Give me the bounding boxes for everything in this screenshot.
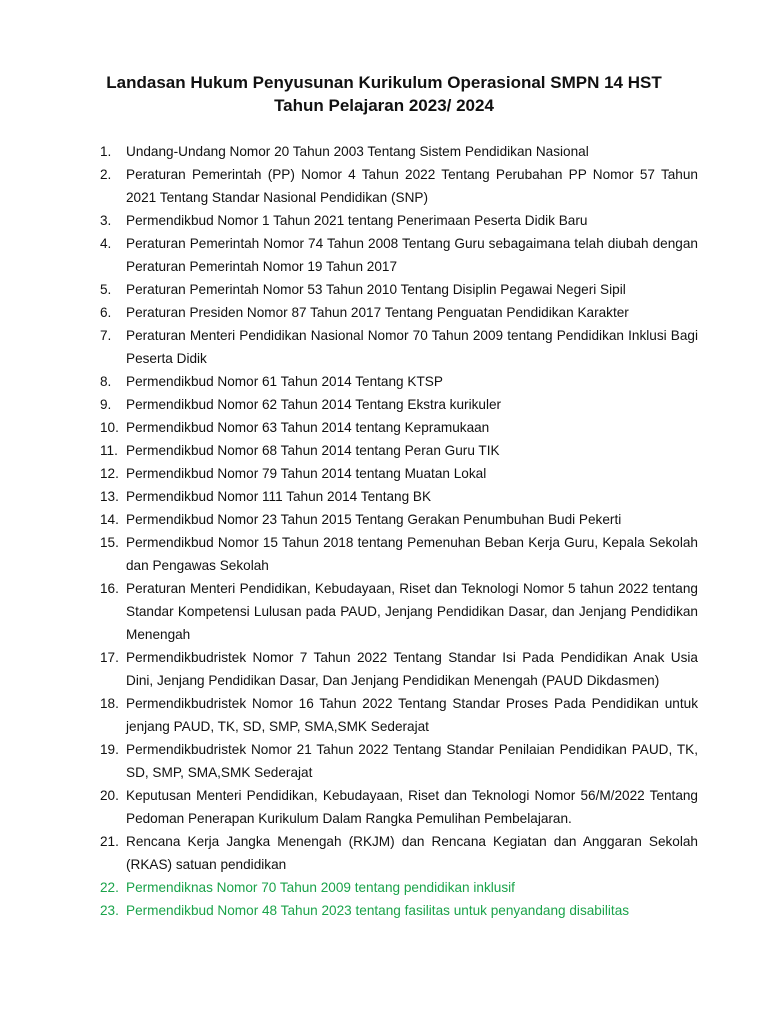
item-text: Peraturan Menteri Pendidikan, Kebudayaan, Riset dan Teknologi Nomor 5 tahun 2022 tentang Standar Kompetensi Lulusan pada PAUD, Jenjang Pendidikan Dasar, dan Jenjang Pendidikan Menengah: [126, 581, 698, 642]
list-item: [100, 209, 698, 232]
item-number: 19.: [100, 742, 119, 757]
item-text: Rencana Kerja Jangka Menengah (RKJM) dan Rencana Kegiatan dan Anggaran Sekolah (RKAS) satuan pendidikan: [126, 834, 698, 872]
list-item: [100, 301, 698, 324]
list-item: [100, 485, 698, 508]
item-text: Permendikbud Nomor 68 Tahun 2014 tentang Peran Guru TIK: [126, 443, 500, 458]
list-item-highlighted: [100, 876, 698, 899]
list-item-highlighted: [100, 899, 698, 922]
item-number: 20.: [100, 788, 119, 803]
item-number: 8.: [100, 374, 112, 389]
list-item: [100, 577, 698, 646]
item-number: 13.: [100, 489, 119, 504]
list-item: [100, 830, 698, 876]
list-item: [100, 324, 698, 370]
item-number: 6.: [100, 305, 112, 320]
item-number: 22.: [100, 880, 119, 895]
list-item: [100, 692, 698, 738]
item-text: Peraturan Menteri Pendidikan Nasional Nomor 70 Tahun 2009 tentang Pendidikan Inklusi Bagi Peserta Didik: [126, 328, 698, 366]
list-item: [100, 784, 698, 830]
list-item: [100, 738, 698, 784]
item-text: Permendikbudristek Nomor 7 Tahun 2022 Tentang Standar Isi Pada Pendidikan Anak Usia Dini, Jenjang Pendidikan Dasar, Dan Jenjang Pendidikan Menengah (PAUD Dikdasmen): [126, 650, 698, 688]
item-text: Peraturan Presiden Nomor 87 Tahun 2017 Tentang Penguatan Pendidikan Karakter: [126, 305, 629, 320]
item-number: 1.: [100, 144, 112, 159]
item-number: 5.: [100, 282, 112, 297]
item-text: Permendikbud Nomor 1 Tahun 2021 tentang Penerimaan Peserta Didik Baru: [126, 213, 588, 228]
item-text: Permendikbud Nomor 63 Tahun 2014 tentang Kepramukaan: [126, 420, 490, 435]
item-text: Permendikbud Nomor 23 Tahun 2015 Tentang Gerakan Penumbuhan Budi Pekerti: [126, 512, 622, 527]
legal-basis-list: [100, 140, 698, 922]
item-number: 2.: [100, 167, 112, 182]
item-text: Peraturan Pemerintah Nomor 53 Tahun 2010 Tentang Disiplin Pegawai Negeri Sipil: [126, 282, 626, 297]
item-text: Permendikbudristek Nomor 21 Tahun 2022 Tentang Standar Penilaian Pendidikan PAUD, TK, SD, SMP, SMA,SMK Sederajat: [126, 742, 698, 780]
item-text: Permendikbudristek Nomor 16 Tahun 2022 Tentang Standar Proses Pada Pendidikan untuk jenjang PAUD, TK, SD, SMP, SMA,SMK Sederajat: [126, 696, 698, 734]
item-text: Permendikbud Nomor 61 Tahun 2014 Tentang KTSP: [126, 374, 443, 389]
item-text: Permendikbud Nomor 79 Tahun 2014 tentang Muatan Lokal: [126, 466, 487, 481]
list-item: [100, 462, 698, 485]
list-item: [100, 439, 698, 462]
item-text: Peraturan Pemerintah Nomor 74 Tahun 2008 Tentang Guru sebagaimana telah diubah dengan Peraturan Pemerintah Nomor 19 Tahun 2017: [126, 236, 698, 274]
list-item: [100, 646, 698, 692]
item-number: 17.: [100, 650, 119, 665]
item-text: Peraturan Pemerintah (PP) Nomor 4 Tahun 2022 Tentang Perubahan PP Nomor 57 Tahun 2021 Tentang Standar Nasional Pendidikan (SNP): [126, 167, 698, 205]
item-number: 12.: [100, 466, 119, 481]
list-item: [100, 232, 698, 278]
list-item: [100, 393, 698, 416]
item-text: Permendikbud Nomor 48 Tahun 2023 tentang fasilitas untuk penyandang disabilitas: [126, 903, 630, 918]
list-item: [100, 508, 698, 531]
item-text: Permendiknas Nomor 70 Tahun 2009 tentang pendidikan inklusif: [126, 880, 515, 895]
item-number: 23.: [100, 903, 119, 918]
item-number: 3.: [100, 213, 112, 228]
item-number: 10.: [100, 420, 119, 435]
item-number: 11.: [100, 443, 118, 458]
item-text: Keputusan Menteri Pendidikan, Kebudayaan, Riset dan Teknologi Nomor 56/M/2022 Tentang Pedoman Penerapan Kurikulum Dalam Rangka Pemulihan Pembelajaran.: [126, 788, 698, 826]
title-line-2: Tahun Pelajaran 2023/ 2024: [274, 96, 494, 115]
item-number: 18.: [100, 696, 119, 711]
item-number: 16.: [100, 581, 119, 596]
document-title: [70, 71, 698, 117]
list-item: [100, 531, 698, 577]
title-line-1: Landasan Hukum Penyusunan Kurikulum Operasional SMPN 14 HST: [106, 73, 662, 92]
item-text: Undang-Undang Nomor 20 Tahun 2003 Tentang Sistem Pendidikan Nasional: [126, 144, 589, 159]
item-number: 9.: [100, 397, 112, 412]
list-item: [100, 416, 698, 439]
item-number: 14.: [100, 512, 119, 527]
item-number: 21.: [100, 834, 119, 849]
list-item: [100, 370, 698, 393]
item-number: 15.: [100, 535, 119, 550]
item-number: 4.: [100, 236, 112, 251]
item-number: 7.: [100, 328, 112, 343]
item-text: Permendikbud Nomor 111 Tahun 2014 Tentang BK: [126, 489, 432, 504]
list-item: [100, 140, 698, 163]
item-text: Permendikbud Nomor 15 Tahun 2018 tentang Pemenuhan Beban Kerja Guru, Kepala Sekolah dan Pengawas Sekolah: [126, 535, 698, 573]
list-item: [100, 163, 698, 209]
list-item: [100, 278, 698, 301]
item-text: Permendikbud Nomor 62 Tahun 2014 Tentang Ekstra kurikuler: [126, 397, 502, 412]
